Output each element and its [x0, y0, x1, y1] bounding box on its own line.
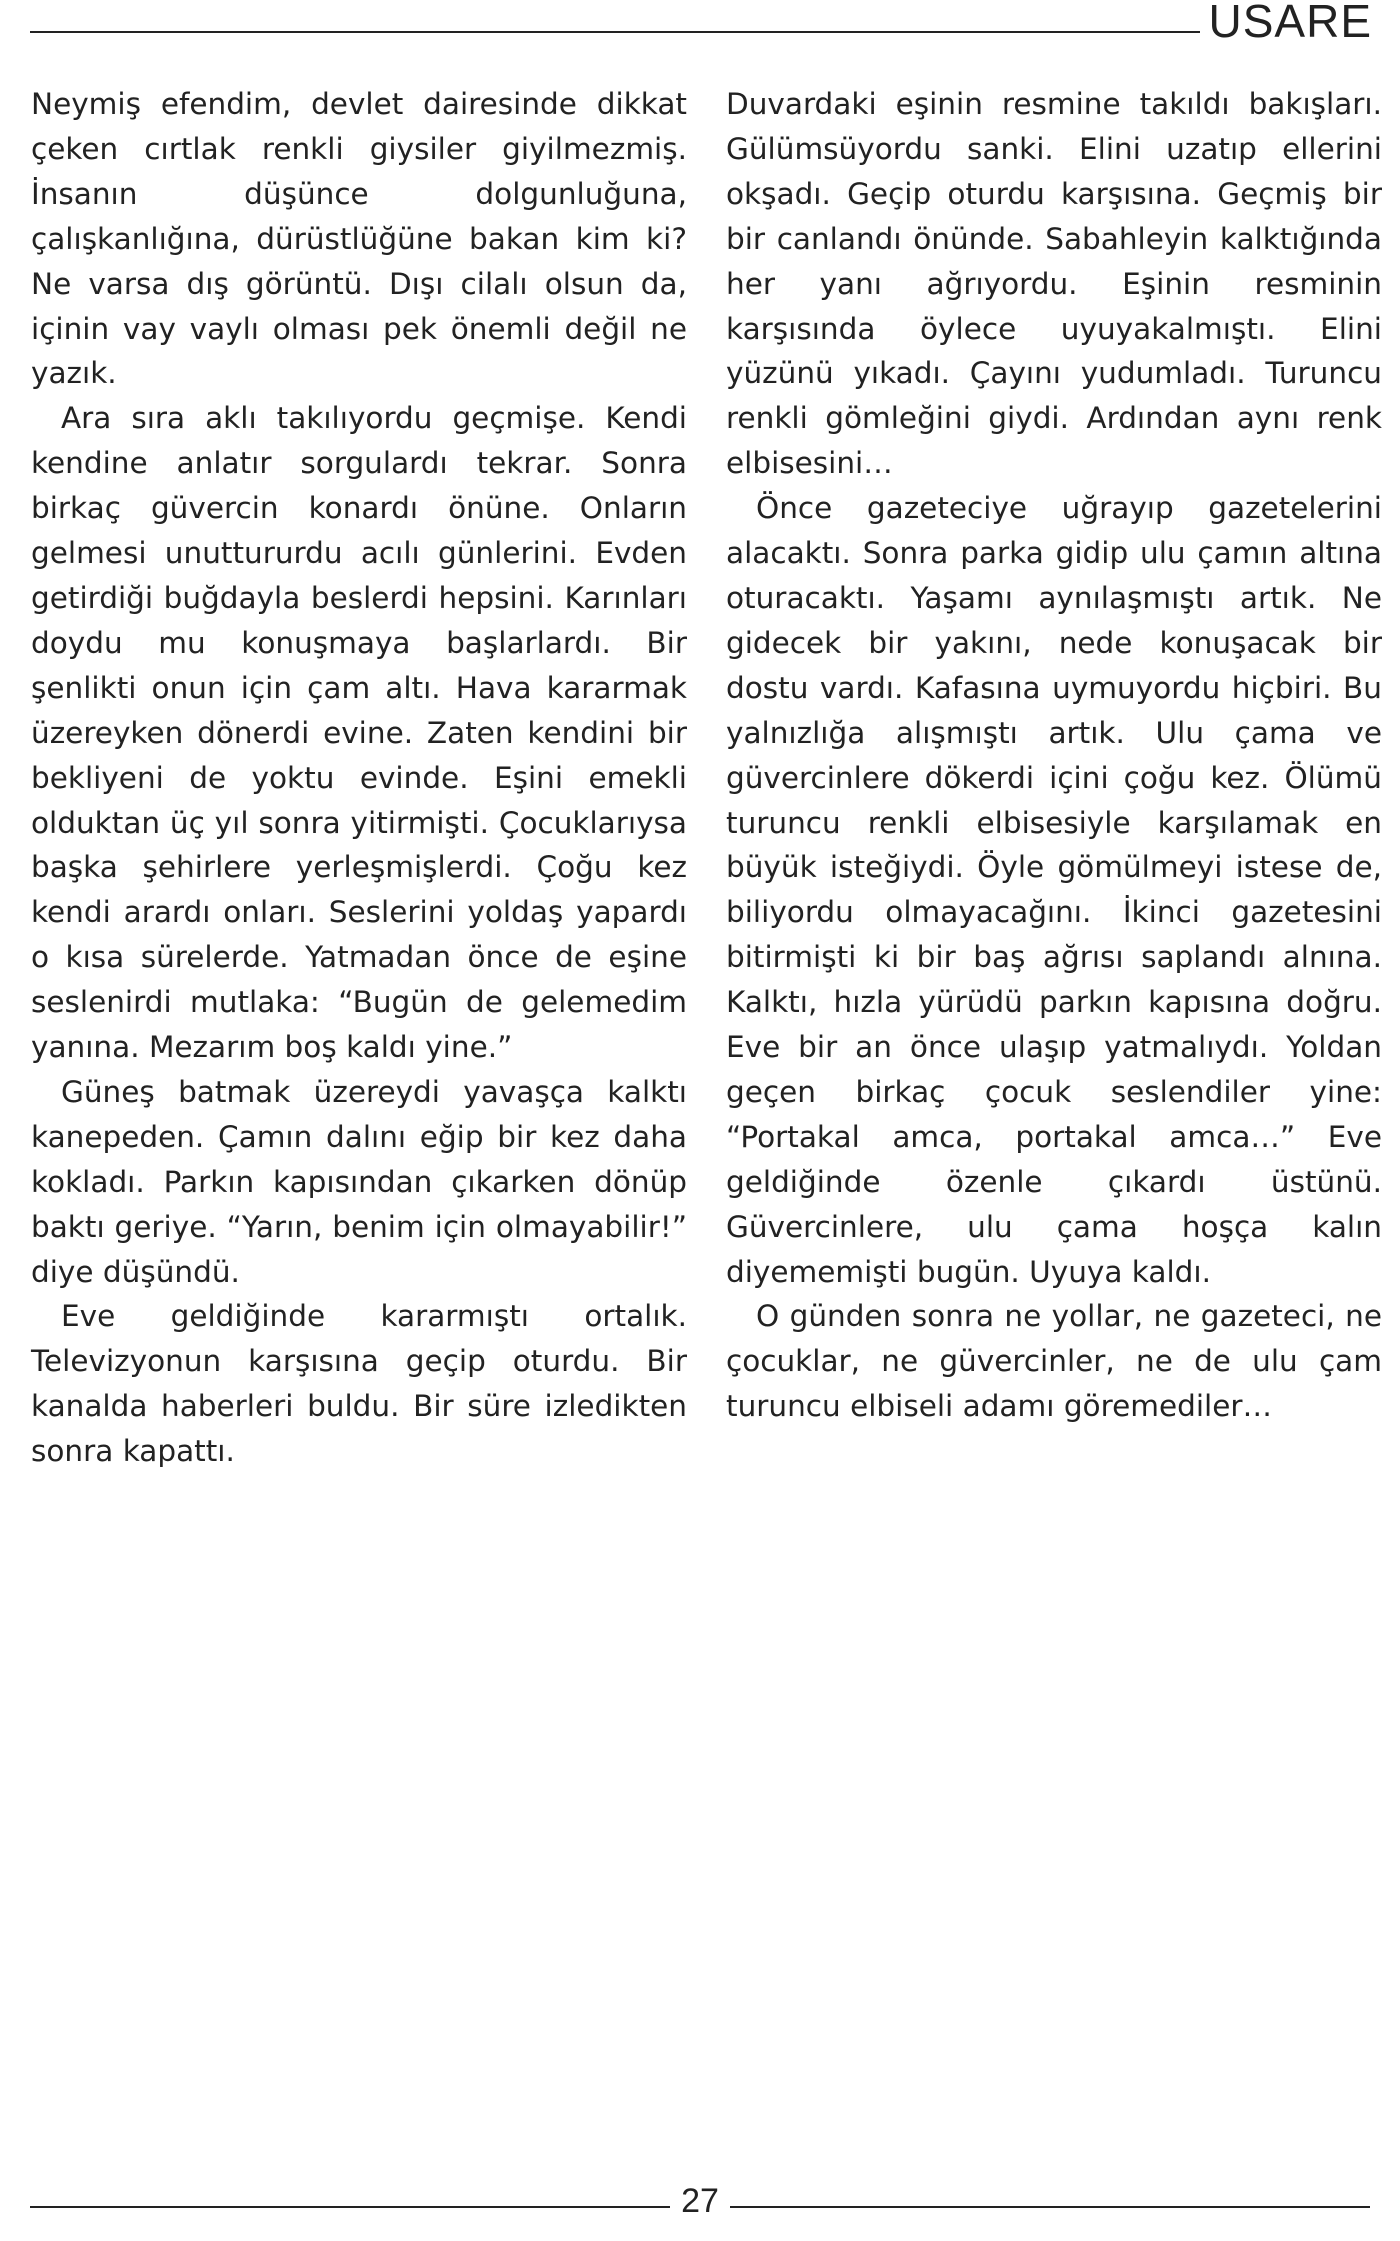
footer-rule-left	[30, 2206, 670, 2208]
paragraph: Eve geldiğinde kararmıştı ortalık. Televizyonun karşısına geçip oturdu. Bir kanalda haberleri buldu. Bir süre izledikten sonra kapattı.	[31, 1299, 687, 1469]
paragraph: Güneş batmak üzereydi yavaşça kalktı kanepeden. Çamın dalını eğip bir kez daha kokladı. Parkın kapısından çıkarken dönüp baktı geriye. “Yarın, benim için olmayabilir!” diye düşündü.	[31, 1074, 687, 1289]
page-number: 27	[681, 2182, 719, 2220]
header-rule	[30, 31, 1200, 33]
footer-rule-right	[730, 2206, 1370, 2208]
paragraph: Ara sıra aklı takılıyordu geçmişe. Kendi kendine anlatır sorgulardı tekrar. Sonra birkaç güvercin konardı önüne. Onların gelmesi unuttururdu acılı günlerini. Evden getirdiği buğdayla beslerdi hepsini. Karınları doydu mu konuşmaya başlarlardı. Bir şenlikti onun için çam altı. Hava kararmak üzereyken dönerdi evine. Zaten kendini bir bekliyeni de yoktu evinde. Eşini emekli olduktan üç yıl sonra yitirmişti. Çocuklarıysa başka şehirlere yerleşmişlerdi. Çoğu kez kendi arardı onları. Seslerini yoldaş yapardı o kısa sürelerde. Yatmadan önce de eşine seslenirdi mutlaka: “Bugün de gelemedim yanına. Mezarım boş kaldı yine.”	[31, 401, 687, 1065]
right-column	[726, 82, 1382, 1429]
running-head: USARE	[1208, 0, 1372, 47]
paragraph: Duvardaki eşinin resmine takıldı bakışları. Gülümsüyordu sanki. Elini uzatıp ellerini okşadı. Geçip oturdu karşısına. Geçmiş bir bir canlandı önünde. Sabahleyin kalktığında her yanı ağrıyordu. Eşinin resminin karşısında öylece uyuyakalmıştı. Elini yüzünü yıkadı. Çayını yudumladı. Turuncu renkli gömleğini giydi. Ardından aynı renk elbisesini…	[726, 87, 1382, 481]
paragraph: O günden sonra ne yollar, ne gazeteci, ne çocuklar, ne güvercinler, ne de ulu çam turuncu elbiseli adamı göremediler…	[726, 1299, 1382, 1424]
paragraph: Önce gazeteciye uğrayıp gazetelerini alacaktı. Sonra parka gidip ulu çamın altına oturacaktı. Yaşamı aynılaşmıştı artık. Ne gidecek bir yakını, nede konuşacak bir dostu vardı. Kafasına uymuyordu hiçbiri. Bu yalnızlığa alışmıştı artık. Ulu çama ve güvercinlere dökerdi içini çoğu kez. Ölümü turuncu renkli elbisesiyle karşılamak en büyük isteğiydi. Öyle gömülmeyi istese de, biliyordu olmayacağını. İkinci gazetesini bitirmişti ki bir baş ağrısı saplandı alnına. Kalktı, hızla yürüdü parkın kapısına doğru. Eve bir an önce ulaşıp yatmalıydı. Yoldan geçen birkaç çocuk seslendiler yine: “Portakal amca, portakal amca…” Eve geldiğinde özenle çıkardı üstünü. Güvercinlere, ulu çama hoşça kalın diyememişti bugün. Uyuya kaldı.	[726, 491, 1382, 1289]
left-column	[31, 82, 687, 1474]
paragraph: Neymiş efendim, devlet dairesinde dikkat çeken cırtlak renkli giysiler giyilmezmiş. İnsanın düşünce dolgunluğuna, çalışkanlığına, dürüstlüğüne bakan kim ki? Ne varsa dış görüntü. Dışı cilalı olsun da, içinin vay vaylı olması pek önemli değil ne yazık.	[31, 87, 687, 391]
